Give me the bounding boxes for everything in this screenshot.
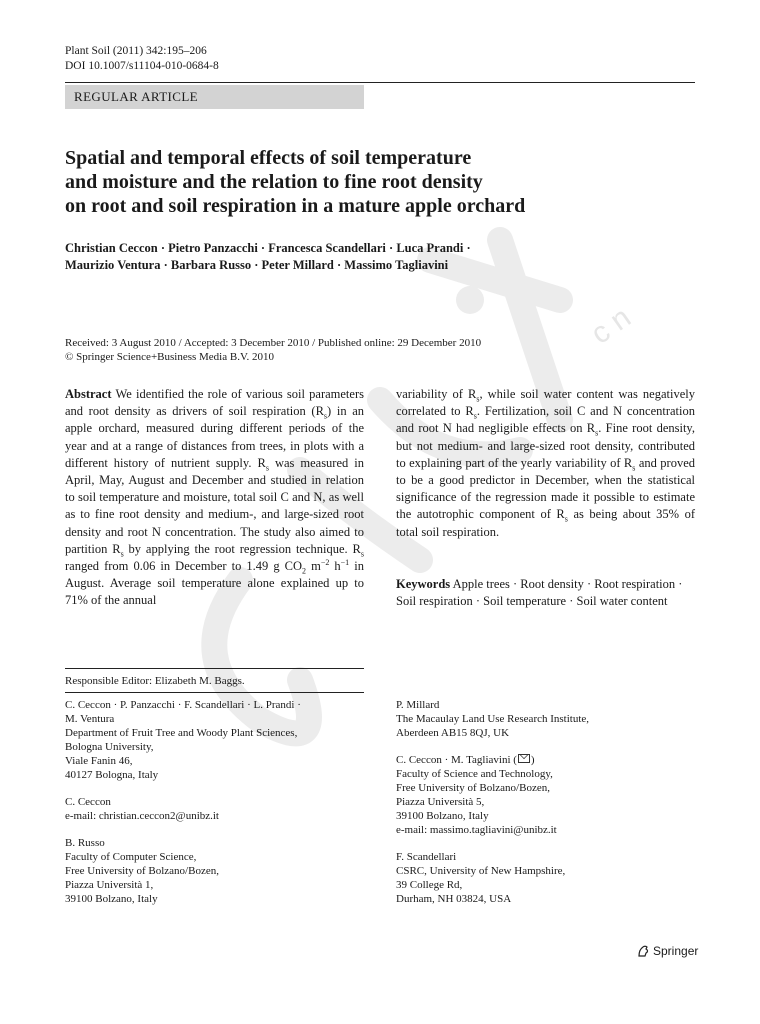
affiliation-line: Faculty of Computer Science, [65,851,197,863]
abstract-column-left [65,386,364,610]
affiliation-line: Free University of Bolzano/Bozen, [65,865,219,877]
affiliation-line: Viale Fanin 46, [65,755,133,767]
affiliation-line: P. Millard [396,699,440,711]
envelope-icon[interactable] [518,754,530,763]
affiliation-block [65,698,364,782]
affiliation-line: CSRC, University of New Hampshire, [396,865,566,877]
affiliation-block [65,836,364,906]
watermark-text: c n [585,300,637,351]
affiliation-rule [65,692,364,693]
affiliation-block [396,753,695,837]
title-line: on root and soil respiration in a mature apple orchard [65,195,526,217]
doi: DOI 10.1007/s11104-010-0684-8 [65,60,219,72]
email-link[interactable]: e-mail: massimo.tagliavini@unibz.it [396,824,557,836]
copyright-line: © Springer Science+Business Media B.V. 2010 [65,351,274,363]
affiliation-line: Faculty of Science and Technology, [396,768,553,780]
header-rule [65,82,695,83]
article-category: REGULAR ARTICLE [65,85,364,109]
abstract-label: Abstract [65,387,112,401]
publisher-name: Springer [653,944,699,958]
springer-horse-icon [636,944,650,958]
keywords-list: Apple trees · Root density · Root respiration · Soil respiration · Soil temperature · Soil water content [396,577,683,609]
affiliation-line: Piazza Università 5, [396,796,485,808]
abstract-text-left [65,386,364,610]
keywords-section [396,576,695,610]
editor-rule [65,668,364,669]
affiliation-line: Department of Fruit Tree and Woody Plant Sciences, [65,727,298,739]
affiliation-line: C. Ceccon · P. Panzacchi · F. Scandellari · L. Prandi · [65,699,301,711]
journal-citation: Plant Soil (2011) 342:195–206 [65,45,207,57]
affiliations-right [396,698,695,919]
title-line: and moisture and the relation to fine root density [65,171,483,193]
publication-dates [65,336,695,364]
journal-header [65,44,219,74]
affiliation-line: Bologna University, [65,741,154,753]
affiliation-line: 39 College Rd, [396,879,463,891]
affiliations-left [65,698,364,919]
affiliation-block [65,795,364,823]
affiliation-line: C. Ceccon · M. Tagliavini ( ) [396,754,535,766]
abstract-column-right [396,386,695,541]
affiliation-line: 39100 Bolzano, Italy [396,810,489,822]
email-link[interactable]: e-mail: christian.ceccon2@unibz.it [65,810,219,822]
affiliation-line: Free University of Bolzano/Bozen, [396,782,550,794]
responsible-editor: Responsible Editor: Elizabeth M. Baggs. [65,675,245,687]
author-list [65,240,695,274]
affiliation-line: B. Russo [65,837,105,849]
affiliation-line: 40127 Bologna, Italy [65,769,159,781]
abstract-body-left: We identified the role of various soil parameters and root density as drivers of soil respiration $(R_s)$ in an apple orchard, measured during different periods of the year and at a range of distances from trees, in plots with a different history of nutrient supply. $R_s$ was measured in April, May, August and December and studied in relation to soil temperature and moisture, total soil C and N, as well as to fine root density and medium-, and large-sized root density and root N concentration. The study also aimed to partition $R_s$ by applying the root regression technique. $R_s$ ranged from 0.06 in December to 1.49 g $CO_2$ $m^{-2}$ $h^{-1}$ in August. Average soil temperature alone explained up to 71% of the annual [65,387,364,608]
dates-line: Received: 3 August 2010 / Accepted: 3 December 2010 / Published online: 29 December 2010 [65,337,482,349]
affiliation-line: Durham, NH 03824, USA [396,893,512,905]
affiliation-line: 39100 Bolzano, Italy [65,893,158,905]
publisher-logo [636,944,698,958]
affiliation-line: Aberdeen AB15 8QJ, UK [396,727,510,739]
affiliation-block [396,850,695,906]
title-line: Spatial and temporal effects of soil temperature [65,147,472,169]
affiliation-line: Piazza Università 1, [65,879,154,891]
author-line: Christian Ceccon · Pietro Panzacchi · Francesca Scandellari · Luca Prandi · [65,241,471,255]
affiliation-line: C. Ceccon [65,796,111,808]
affiliation-line: The Macaulay Land Use Research Institute, [396,713,590,725]
keywords-text [396,576,695,610]
affiliation-line: M. Ventura [65,713,115,725]
abstract-body-right: variability of $R_s$, while soil water content was negatively correlated to $R_s$. Fertilization, soil C and N concentration and root N had negligible effects on $R_s$. Fine root density, but not medium- and large-sized root density, contributed to explaining part of the yearly variability of $R_s$ and proved to be a good predictor in December, when the statistical significance of the regression made it possible to estimate the autotrophic component of $R_s$ as being about 35% of total soil respiration. [396,387,696,539]
affiliation-line: F. Scandellari [396,851,457,863]
article-title [65,146,685,218]
affiliation-block [396,698,695,740]
author-line: Maurizio Ventura · Barbara Russo · Peter Millard · Massimo Tagliavini [65,258,449,272]
keywords-label: Keywords [396,577,451,591]
